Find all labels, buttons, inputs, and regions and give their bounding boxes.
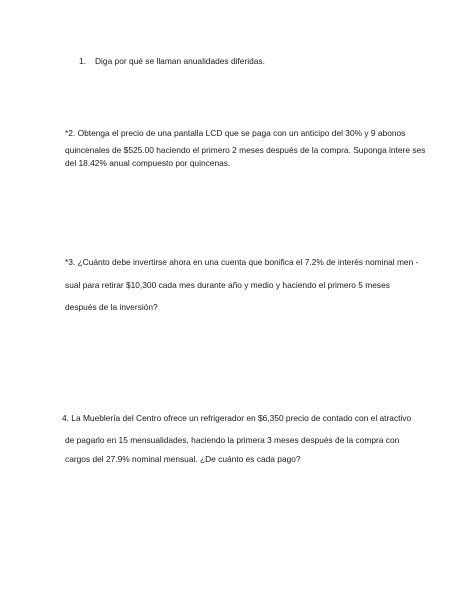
question-2-line-3: del 18.42% anual compuesto por quincenas. xyxy=(65,158,231,168)
question-2-line-2: quincenales de $525.00 haciendo el primero 2 meses después de la compra. Suponga intere ses xyxy=(65,145,426,155)
question-4-line-1: 4. La Mueblería del Centro ofrece un refrigerador en $6,350 precio de contado con el atractivo xyxy=(62,413,412,423)
question-1-number: 1. xyxy=(79,56,86,66)
question-3-line-3: después de la inversión? xyxy=(65,302,158,312)
question-2-line-1: *2. Obtenga el precio de una pantalla LCD que se paga con un anticipo del 30% y 9 abonos xyxy=(65,128,406,138)
question-1-line-1: Diga por qué se llaman anualidades diferidas. xyxy=(95,56,265,66)
question-3-line-2: sual para retirar $10,300 cada mes durante año y medio y haciendo el primero 5 meses xyxy=(65,280,390,290)
question-4-line-3: cargos del 27.9% nominal mensual. ¿De cuánto es cada pago? xyxy=(65,454,301,464)
question-3-line-1: *3. ¿Cuánto debe invertirse ahora en una cuenta que bonifica el 7.2% de interés nominal men - xyxy=(65,257,419,267)
question-4-line-2: de pagarlo en 15 mensualidades, haciendo la primera 3 meses después de la compra con xyxy=(65,435,400,445)
